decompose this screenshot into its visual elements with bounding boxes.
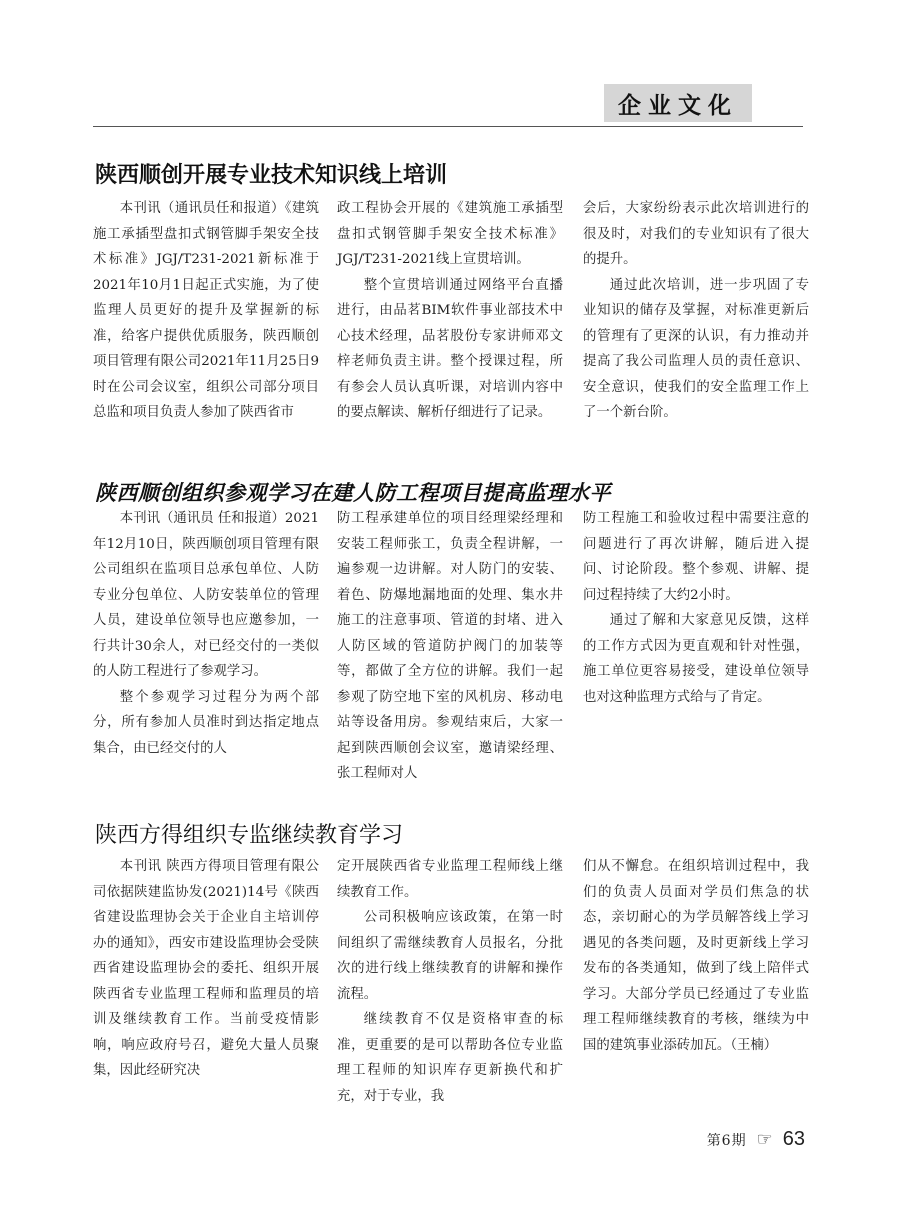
issue-label: 第6期 (706, 1132, 747, 1149)
article-3-column-2 (337, 854, 563, 1109)
article-2-column-1 (93, 506, 319, 761)
article-1-col-2-para-2: 整个宣贯培训通过网络平台直播进行，由品茗BIM软件事业部技术中心技术经理，品茗股份专家讲师邓文梓老师负责主讲。整个授课过程，所有参会人员认真听课，对培训内容中的要点解读、解析仔细进行了记录。 (337, 277, 563, 420)
article-1-col-1-para-1: 本刊讯（通讯员任和报道）《建筑施工承插型盘扣式钢管脚手架安全技术标准》JGJ/T231-2021新标准于2021年10月1日起正式实施，为了使监理人员更好的提升及掌握新的标准，给客户提供优质服务，陕西顺创项目管理有限公司2021年11月25日9时在公司会议室，组织公司部分项目总监和项目负责人参加了陕西省市 (93, 201, 319, 420)
article-1-title: 陕西顺创开展专业技术知识线上培训 (95, 163, 448, 188)
article-3-column-3 (583, 854, 809, 1058)
section-tag-label: 企业文化 (618, 92, 738, 119)
article-2-col-3-para-1: 防工程施工和验收过程中需要注意的问题进行了再次讲解，随后进入提问、讨论阶段。整个参观、讲解、提问过程持续了大约2小时。 (583, 511, 809, 603)
article-1-col-3-para-1: 会后，大家纷纷表示此次培训进行的很及时，对我们的专业知识有了很大的提升。 (583, 201, 809, 267)
section-tag (604, 84, 752, 122)
article-3-col-2-para-2: 公司积极响应该政策，在第一时间组织了需继续教育人员报名，分批次的进行线上继续教育的讲解和操作流程。 (337, 910, 563, 1002)
article-2-col-1-para-1: 本刊讯（通讯员 任和报道）2021年12月10日，陕西顺创项目管理有限公司组织在监项目总承包单位、人防专业分包单位、人防安装单位的管理人员，建设单位领导也应邀参加，一行共计30余人，对已经交付的一类似的人防工程进行了参观学习。 (93, 511, 319, 679)
article-1-column-3 (583, 196, 809, 426)
article-3-col-2-para-3: 继续教育不仅是资格审查的标准，更重要的是可以帮助各位专业监理工程师的知识库存更新换代和扩充，对于专业，我 (337, 1012, 563, 1104)
article-3-title: 陕西方得组织专监继续教育学习 (95, 823, 404, 848)
article-1-col-3-para-2: 通过此次培训，进一步巩固了专业知识的储存及掌握，对标准更新后的管理有了更深的认识，有力推动并提高了我公司监理人员的责任意识、安全意识，使我们的安全监理工作上了一个新台阶。 (583, 277, 809, 420)
article-2-col-2-para-1: 防工程承建单位的项目经理梁经理和安装工程师张工，负责全程讲解，一遍参观一边讲解。对人防门的安装、着色、防爆地漏地面的处理、集水井施工的注意事项、管道的封堵、进入人防区域的管道防护阀门的加装等等，都做了全方位的讲解。我们一起参观了防空地下室的风机房、移动电站等设备用房。参观结束后，大家一起到陕西顺创会议室，邀请梁经理、张工程师对人 (337, 511, 563, 781)
header-divider (93, 126, 803, 127)
article-2-column-3 (583, 506, 809, 710)
article-3-col-3-para-1: 们从不懈怠。在组织培训过程中，我们的负责人员面对学员们焦急的状态，亲切耐心的为学员解答线上学习遇见的各类问题，及时更新线上学习发布的各类通知，做到了线上陪伴式学习。大部分学员已经通过了专业监理工程师继续教育的考核，继续为中国的建筑事业添砖加瓦。（王楠） (583, 859, 809, 1053)
page-footer (707, 1128, 805, 1151)
article-2-column-2 (337, 506, 563, 787)
article-2-col-3-para-2: 通过了解和大家意见反馈，这样的工作方式因为更直观和针对性强，施工单位更容易接受，建设单位领导也对这种监理方式给与了肯定。 (583, 613, 809, 705)
article-2-title: 陕西顺创组织参观学习在建人防工程项目提高监理水平 (95, 480, 611, 505)
article-1-column-2 (337, 196, 563, 426)
page-number: 63 (782, 1128, 805, 1150)
pointing-hand-icon: ☞ (756, 1129, 773, 1150)
article-3-col-1-para-1: 本刊讯 陕西方得项目管理有限公司依据陕建监协发(2021)14号《陕西省建设监理协会关于企业自主培训停办的通知》，西安市建设监理协会受陕西省建设监理协会的委托、组织开展陕西省专业监理工程师和监理员的培训及继续教育工作。当前受疫情影响，响应政府号召，避免大量人员聚集，因此经研究决 (93, 859, 319, 1078)
article-2-col-1-para-2: 整个参观学习过程分为两个部分，所有参加人员准时到达指定地点集合，由已经交付的人 (93, 689, 319, 756)
article-1-col-2-para-1: 政工程协会开展的《建筑施工承插型盘扣式钢管脚手架安全技术标准》JGJ/T231-2021线上宣贯培训。 (337, 201, 563, 267)
article-1-column-1 (93, 196, 319, 426)
article-3-col-2-para-1: 定开展陕西省专业监理工程师线上继续教育工作。 (337, 859, 563, 900)
article-3-column-1 (93, 854, 319, 1084)
